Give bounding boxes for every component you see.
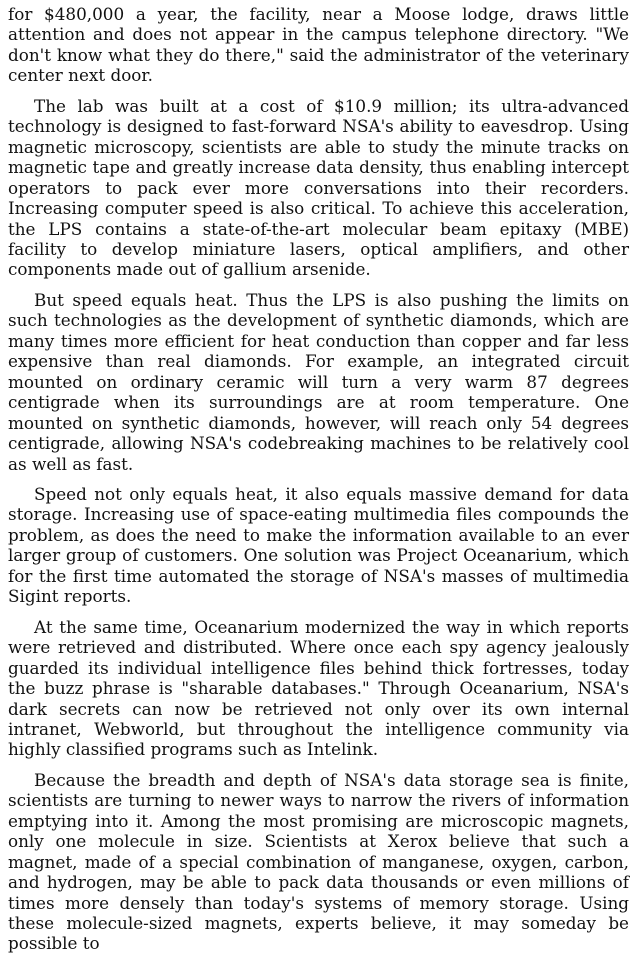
paragraph-microscopic-magnets: Because the breadth and depth of NSA's data storage sea is finite, scientists are turning to newer ways to narrow the rivers of information emptying into it. Among the most promising are microscopic magnets, only one molecule in size. Scientists at Xerox believe that such a magnet, made of a special combination of manganese, oxygen, carbon, and hydrogen, may be able to pack data thousands or even millions of times more densely than today's systems of memory storage. Using these molecule-sized magnets, experts believe, it may someday be possible to xyxy=(8,769,629,954)
paragraph-speed-heat: But speed equals heat. Thus the LPS is also pushing the limits on such technologies as the development of synthetic diamonds, which are many times more efficient for heat conduction than copper and far less expensive than real diamonds. For example, an integrated circuit mounted on ordinary ceramic will turn a very warm 87 degrees centigrade when its surroundings are at room temperature. One mounted on synthetic diamonds, however, will reach only 54 degrees centigrade, allowing NSA's codebreaking machines to be relatively cool as well as fast. xyxy=(8,289,629,474)
paragraph-facility-continued: for $480,000 a year, the facility, near a Moose lodge, draws little attention and does not appear in the campus telephone directory. "We don't know what they do there," said the administrator of the veterinary center next door. xyxy=(8,4,629,86)
paragraph-oceanarium: At the same time, Oceanarium modernized the way in which reports were retrieved and distributed. Where once each spy agency jealously guarded its individual intelligence files behind thick fortresses, today the buzz phrase is "sharable databases." Through Oceanarium, NSA's dark secrets can now be retrieved not only over its own internal intranet, Webworld, but throughout the intelligence community via highly classified programs such as Intelink. xyxy=(8,616,629,760)
paragraph-lab-cost: The lab was built at a cost of $10.9 million; its ultra-advanced technology is designed to fast-forward NSA's ability to eavesdrop. Using magnetic microscopy, scientists are able to study the minute tracks on magnetic tape and greatly increase data density, thus enabling intercept operators to pack ever more conversations into their recorders. Increasing computer speed is also critical. To achieve this acceleration, the LPS contains a state-of-the-art molecular beam epitaxy (MBE) facility to develop miniature lasers, optical amplifiers, and other components made out of gallium arsenide. xyxy=(8,95,629,280)
paragraph-data-storage: Speed not only equals heat, it also equals massive demand for data storage. Increasing use of space-eating multimedia files compounds the problem, as does the need to make the information available to an ever larger group of customers. One solution was Project Oceanarium, which for the first time automated the storage of NSA's masses of multimedia Sigint reports. xyxy=(8,483,629,607)
